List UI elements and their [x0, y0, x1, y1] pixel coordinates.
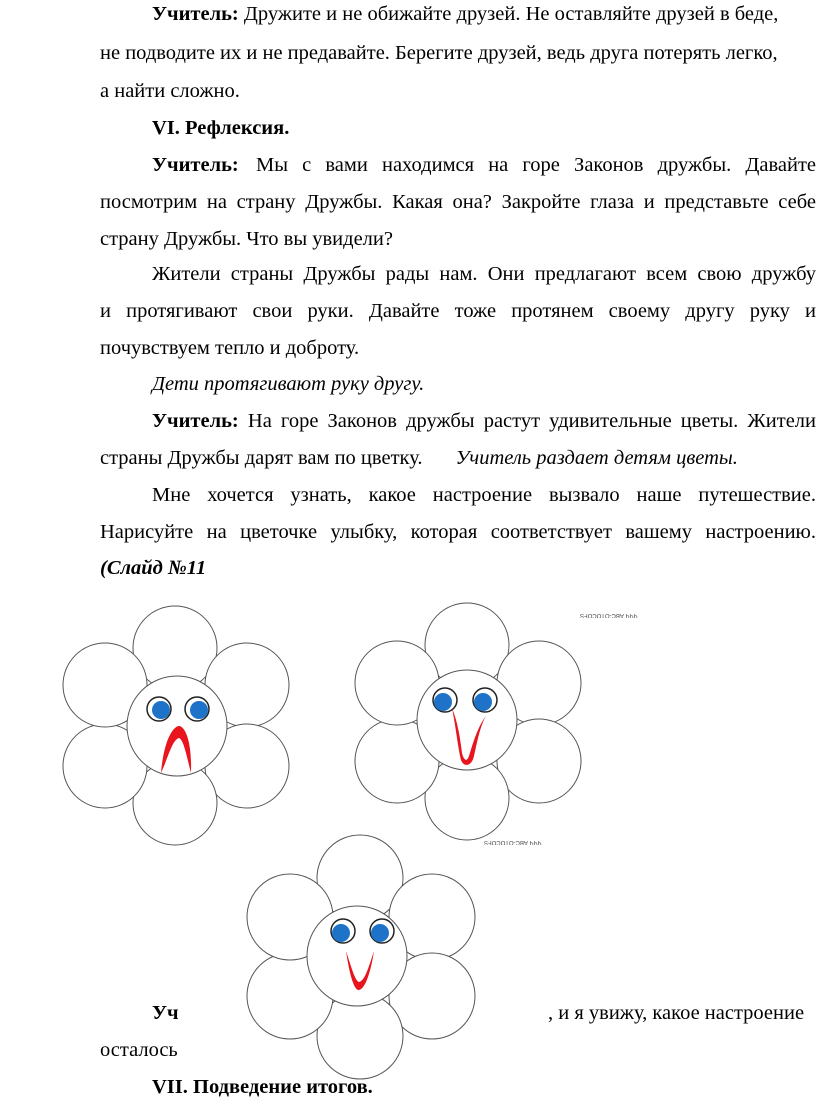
para3-line3: почувствуем тепло и доброту. [100, 337, 360, 359]
section-heading-summary: VII. Подведение итогов. [152, 1076, 373, 1098]
happy-flower [245, 826, 485, 1086]
para3-line1: Жители страны Дружбы рады нам. Они предлагают всем свою дружбу [152, 263, 816, 285]
stage-direction-hands: Дети протягивают руку другу. [152, 373, 425, 395]
para2-line3: страну Дружбы. Что вы увидели? [100, 228, 393, 250]
para3-line2: и протягивают свои руки. Давайте тоже протянем своему другу руку и [100, 300, 816, 322]
watermark-text: ЧЧЧ ABC-OTOCOFS [484, 839, 542, 845]
para4-text2: страны Дружбы дарят вам по цветку. [100, 447, 423, 469]
para1-line3: а найти сложно. [100, 80, 240, 102]
teacher-label: Учитель: [152, 154, 239, 176]
para6-line2-fragment: осталось [100, 1039, 178, 1061]
section-heading-reflection: VI. Рефлексия. [152, 117, 290, 139]
teacher-label: Учитель: [152, 3, 239, 25]
para4-line1 [152, 409, 816, 433]
para5-line2: Нарисуйте на цветочке улыбку, которая соответствует вашему настроению. [100, 521, 816, 543]
para1-line1 [152, 2, 778, 26]
teacher-label-fragment: Уч [152, 1002, 179, 1024]
neutral-flower [352, 598, 592, 848]
para1-text1: Дружите и не обижайте друзей. Не оставляйте друзей в беде, [243, 3, 779, 25]
para4-text1: На горе Законов дружбы растут удивительные цветы. Жители [247, 410, 816, 432]
watermark-text: ЧЧЧ ABC-OTOCOFS [580, 612, 638, 618]
flower-center [417, 670, 517, 770]
flower-center [127, 676, 227, 776]
para2-line2: посмотрим на страну Дружбы. Какая она? Закройте глаза и представьте себе [100, 191, 816, 213]
sad-flower [60, 598, 300, 848]
para2-line1 [152, 153, 816, 177]
para4-line2 [100, 446, 738, 470]
para1-line2: не подводите их и не предавайте. Берегите друзей, ведь друга потерять легко, [100, 42, 778, 64]
para5-line1: Мне хочется узнать, какое настроение вызвало наше путешествие. [152, 484, 816, 506]
para6-tail: , и я увижу, какое настроение [548, 1002, 805, 1024]
para2-text1: Мы с вами находимся на горе Законов дружбы. Давайте [256, 154, 816, 176]
teacher-label: Учитель: [152, 410, 239, 432]
flower-center [307, 906, 407, 1006]
slide-reference: (Слайд №11 [100, 557, 207, 579]
stage-direction-flowers: Учитель раздает детям цветы. [455, 447, 738, 469]
